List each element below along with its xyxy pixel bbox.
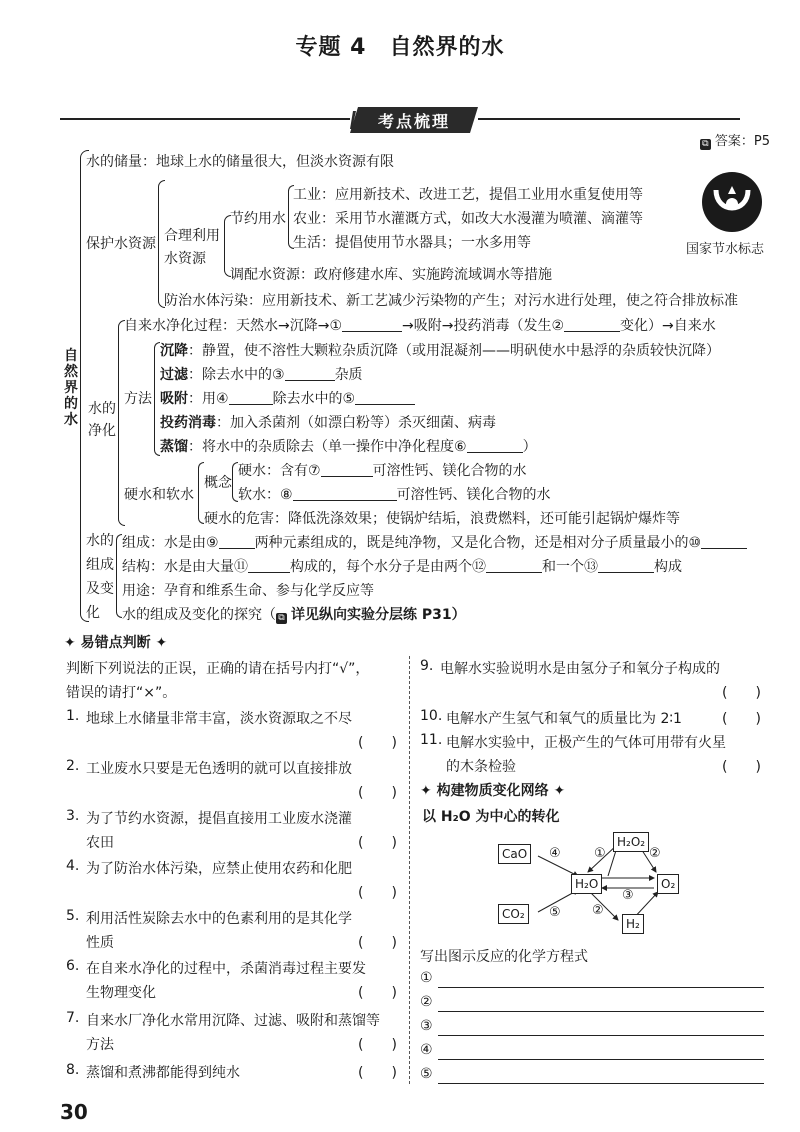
hard-water-harm: 硬水的危害：降低洗涤效果；使锅炉结垢，浪费燃料，还可能引起锅炉爆炸等 bbox=[204, 511, 680, 527]
answer-parentheses[interactable]: ( ) bbox=[358, 1037, 397, 1053]
equation-number: ⑤ bbox=[420, 1066, 433, 1082]
judge-item-text: 蒸馏和煮沸都能得到纯水 bbox=[86, 1065, 240, 1081]
label-2-bottom: ② bbox=[592, 903, 604, 918]
purify-label1: 水的 bbox=[88, 401, 116, 417]
network-heading: ✦ 构建物质变化网络 ✦ bbox=[420, 783, 566, 799]
judge-item-number: 2. bbox=[66, 758, 80, 774]
answer-parentheses[interactable]: ( ) bbox=[358, 735, 397, 751]
storage-line: 水的储量：地球上水的储量很大，但淡水资源有限 bbox=[86, 154, 394, 170]
equation-number: ① bbox=[420, 970, 433, 986]
hard-water-line: 硬水：含有⑦ 可溶性钙、镁化合物的水 bbox=[238, 463, 527, 479]
node-o2: O₂ bbox=[657, 874, 679, 894]
network-subtitle: 以 H₂O 为中心的转化 bbox=[422, 809, 560, 825]
equation-answer-line[interactable] bbox=[438, 1083, 764, 1084]
rational-use-label2: 水资源 bbox=[164, 251, 206, 267]
judge-item-text: 工业废水只要是无色透明的就可以直接排放 bbox=[86, 761, 352, 777]
judge-item-number: 3. bbox=[66, 808, 80, 824]
equation-answer-line[interactable] bbox=[438, 987, 764, 988]
answer-parentheses[interactable]: ( ) bbox=[722, 759, 761, 775]
judge-item-number: 5. bbox=[66, 908, 80, 924]
method-label: 方法 bbox=[124, 391, 152, 407]
root-brace bbox=[80, 150, 89, 622]
equation-answer-line[interactable] bbox=[438, 1059, 764, 1060]
soft-water-line: 软水：⑧ 可溶性钙、镁化合物的水 bbox=[238, 487, 551, 503]
answer-parentheses[interactable]: ( ) bbox=[722, 711, 761, 727]
node-h2o: H₂O bbox=[571, 874, 602, 894]
judge-heading: ✦ 易错点判断 ✦ bbox=[64, 635, 168, 651]
water-saving-logo bbox=[702, 172, 762, 232]
column-divider bbox=[409, 656, 411, 1084]
answer-parentheses[interactable]: ( ) bbox=[358, 1065, 397, 1081]
banner-rule-left bbox=[60, 118, 350, 120]
disinfect-line: 投药消毒：加入杀菌剂（如漂白粉等）杀灭细菌、病毒 bbox=[160, 415, 496, 431]
equation-number: ② bbox=[420, 994, 433, 1010]
comp-label2: 组成 bbox=[86, 557, 114, 573]
filter-line: 过滤：除去水中的③ 杂质 bbox=[160, 367, 363, 383]
tap-water-process: 自来水净化过程：天然水→沉降→① →吸附→投药消毒（发生② 变化）→自来水 bbox=[124, 318, 716, 334]
judge-item-text: 电解水实验说明水是由氢分子和氧分子构成的 bbox=[440, 661, 720, 677]
answer-parentheses[interactable]: ( ) bbox=[722, 685, 761, 701]
node-h2: H₂ bbox=[622, 914, 644, 934]
comp-label3: 及变 bbox=[86, 581, 114, 597]
judge-item-text-cont: 生物理变化 bbox=[86, 985, 156, 1001]
label-3: ③ bbox=[622, 888, 634, 903]
adsorb-line: 吸附：用④ 除去水中的⑤ bbox=[160, 388, 415, 408]
judge-intro1: 判断下列说法的正误，正确的请在括号内打“√”， bbox=[66, 661, 370, 677]
judge-item-text: 为了节约水资源，提倡直接用工业废水浇灌 bbox=[86, 811, 352, 827]
reference-icon: ⧉ bbox=[276, 613, 287, 624]
industry-line: 工业：应用新技术、改进工艺，提倡工业用水重复使用等 bbox=[293, 187, 643, 203]
judge-item-number: 9. bbox=[420, 658, 434, 674]
prevent-line: 防治水体污染：应用新技术、新工艺减少污染物的产生；对污水进行处理，使之符合排放标准 bbox=[164, 293, 738, 309]
rational-use-label: 合理利用 bbox=[164, 228, 220, 244]
judge-item-number: 10. bbox=[420, 708, 443, 724]
agriculture-line: 农业：采用节水灌溉方式，如改大水漫灌为喷灌、滴灌等 bbox=[293, 211, 643, 227]
judge-item-text: 电解水产生氢气和氧气的质量比为 2∶1 bbox=[446, 711, 682, 727]
answer-reference[interactable] bbox=[700, 130, 770, 150]
answer-parentheses[interactable]: ( ) bbox=[358, 935, 397, 951]
equation-prompt: 写出图示反应的化学方程式 bbox=[420, 949, 588, 965]
sediment-line: 沉降：静置，使不溶性大颗粒杂质沉降（或用混凝剂——明矾使水中悬浮的杂质较快沉降） bbox=[160, 343, 720, 359]
judge-item-text: 地球上水储量非常丰富，淡水资源取之不尽 bbox=[86, 711, 352, 727]
equation-answer-line[interactable] bbox=[438, 1011, 764, 1012]
root-label: 自然界的水 bbox=[64, 348, 78, 428]
protect-label: 保护水资源 bbox=[86, 236, 156, 252]
judge-item-number: 8. bbox=[66, 1062, 80, 1078]
label-1: ① bbox=[594, 846, 606, 861]
banner-rule-right bbox=[478, 118, 740, 120]
use-line: 用途：孕育和维系生命、参与化学反应等 bbox=[122, 583, 374, 599]
hard-soft-label: 硬水和软水 bbox=[124, 487, 194, 503]
equation-number: ③ bbox=[420, 1018, 433, 1034]
section-banner bbox=[350, 107, 478, 133]
life-line: 生活：提倡使用节水器具；一水多用等 bbox=[293, 235, 531, 251]
page-title: 专题 4 自然界的水 bbox=[295, 35, 505, 60]
judge-item-text: 在自来水净化的过程中，杀菌消毒过程主要发 bbox=[86, 961, 366, 977]
answer-parentheses[interactable]: ( ) bbox=[358, 835, 397, 851]
allocate-line: 调配水资源：政府修建水库、实施跨流域调水等措施 bbox=[230, 267, 552, 283]
equation-number: ④ bbox=[420, 1042, 433, 1058]
logo-caption: 国家节水标志 bbox=[686, 242, 765, 257]
comp-label4: 化 bbox=[86, 605, 100, 621]
judge-item-number: 6. bbox=[66, 958, 80, 974]
save-water-label: 节约用水 bbox=[230, 211, 286, 227]
structure-line: 结构：水是由大量⑪ 构成的，每个水分子是由两个⑫ 和一个⑬ 构成 bbox=[122, 559, 682, 575]
judge-item-number: 11. bbox=[420, 732, 443, 748]
purify-label2: 净化 bbox=[88, 423, 116, 439]
judge-item-number: 1. bbox=[66, 708, 80, 724]
judge-item-number: 4. bbox=[66, 858, 80, 874]
judge-item-text-cont: 方法 bbox=[86, 1037, 114, 1053]
page-number: 30 bbox=[60, 1100, 88, 1124]
answer-parentheses[interactable]: ( ) bbox=[358, 785, 397, 801]
distill-line: 蒸馏：将水中的杂质除去（单一操作中净化程度⑥ ） bbox=[160, 439, 537, 455]
concept-label: 概念 bbox=[204, 475, 232, 491]
explore-line[interactable]: 水的组成及变化的探究（ ⧉ 详见纵向实验分层练 P31） bbox=[122, 607, 466, 623]
node-cao: CaO bbox=[498, 844, 531, 864]
judge-item-text: 自来水厂净化水常用沉降、过滤、吸附和蒸馏等 bbox=[86, 1013, 380, 1029]
judge-item-text: 利用活性炭除去水中的色素利用的是其化学 bbox=[86, 911, 352, 927]
label-4: ④ bbox=[549, 846, 561, 861]
answer-parentheses[interactable]: ( ) bbox=[358, 885, 397, 901]
judge-item-text-cont: 的木条检验 bbox=[446, 759, 516, 775]
label-2-top: ② bbox=[649, 846, 661, 861]
node-h2o2: H₂O₂ bbox=[613, 832, 649, 852]
judge-item-text: 为了防治水体污染，应禁止使用农药和化肥 bbox=[86, 861, 352, 877]
judge-item-number: 7. bbox=[66, 1010, 80, 1026]
equation-answer-line[interactable] bbox=[438, 1035, 764, 1036]
answer-text: 答案：P5 bbox=[714, 134, 770, 149]
composition-line: 组成：水是由⑨ 两种元素组成的，既是纯净物，又是化合物，还是相对分子质量最小的⑩ bbox=[122, 532, 747, 552]
judge-intro2: 错误的请打“×”。 bbox=[66, 685, 177, 701]
label-5: ⑤ bbox=[549, 905, 561, 920]
answer-icon: ⧉ bbox=[700, 139, 711, 150]
judge-item-text-cont: 农田 bbox=[86, 835, 114, 851]
answer-parentheses[interactable]: ( ) bbox=[358, 985, 397, 1001]
banner-label: 考点梳理 bbox=[377, 112, 450, 131]
judge-item-text-cont: 性质 bbox=[86, 935, 114, 951]
judge-item-text: 电解水实验中，正极产生的气体可用带有火星 bbox=[446, 735, 726, 751]
comp-label1: 水的 bbox=[86, 533, 114, 549]
node-co2: CO₂ bbox=[498, 904, 529, 924]
